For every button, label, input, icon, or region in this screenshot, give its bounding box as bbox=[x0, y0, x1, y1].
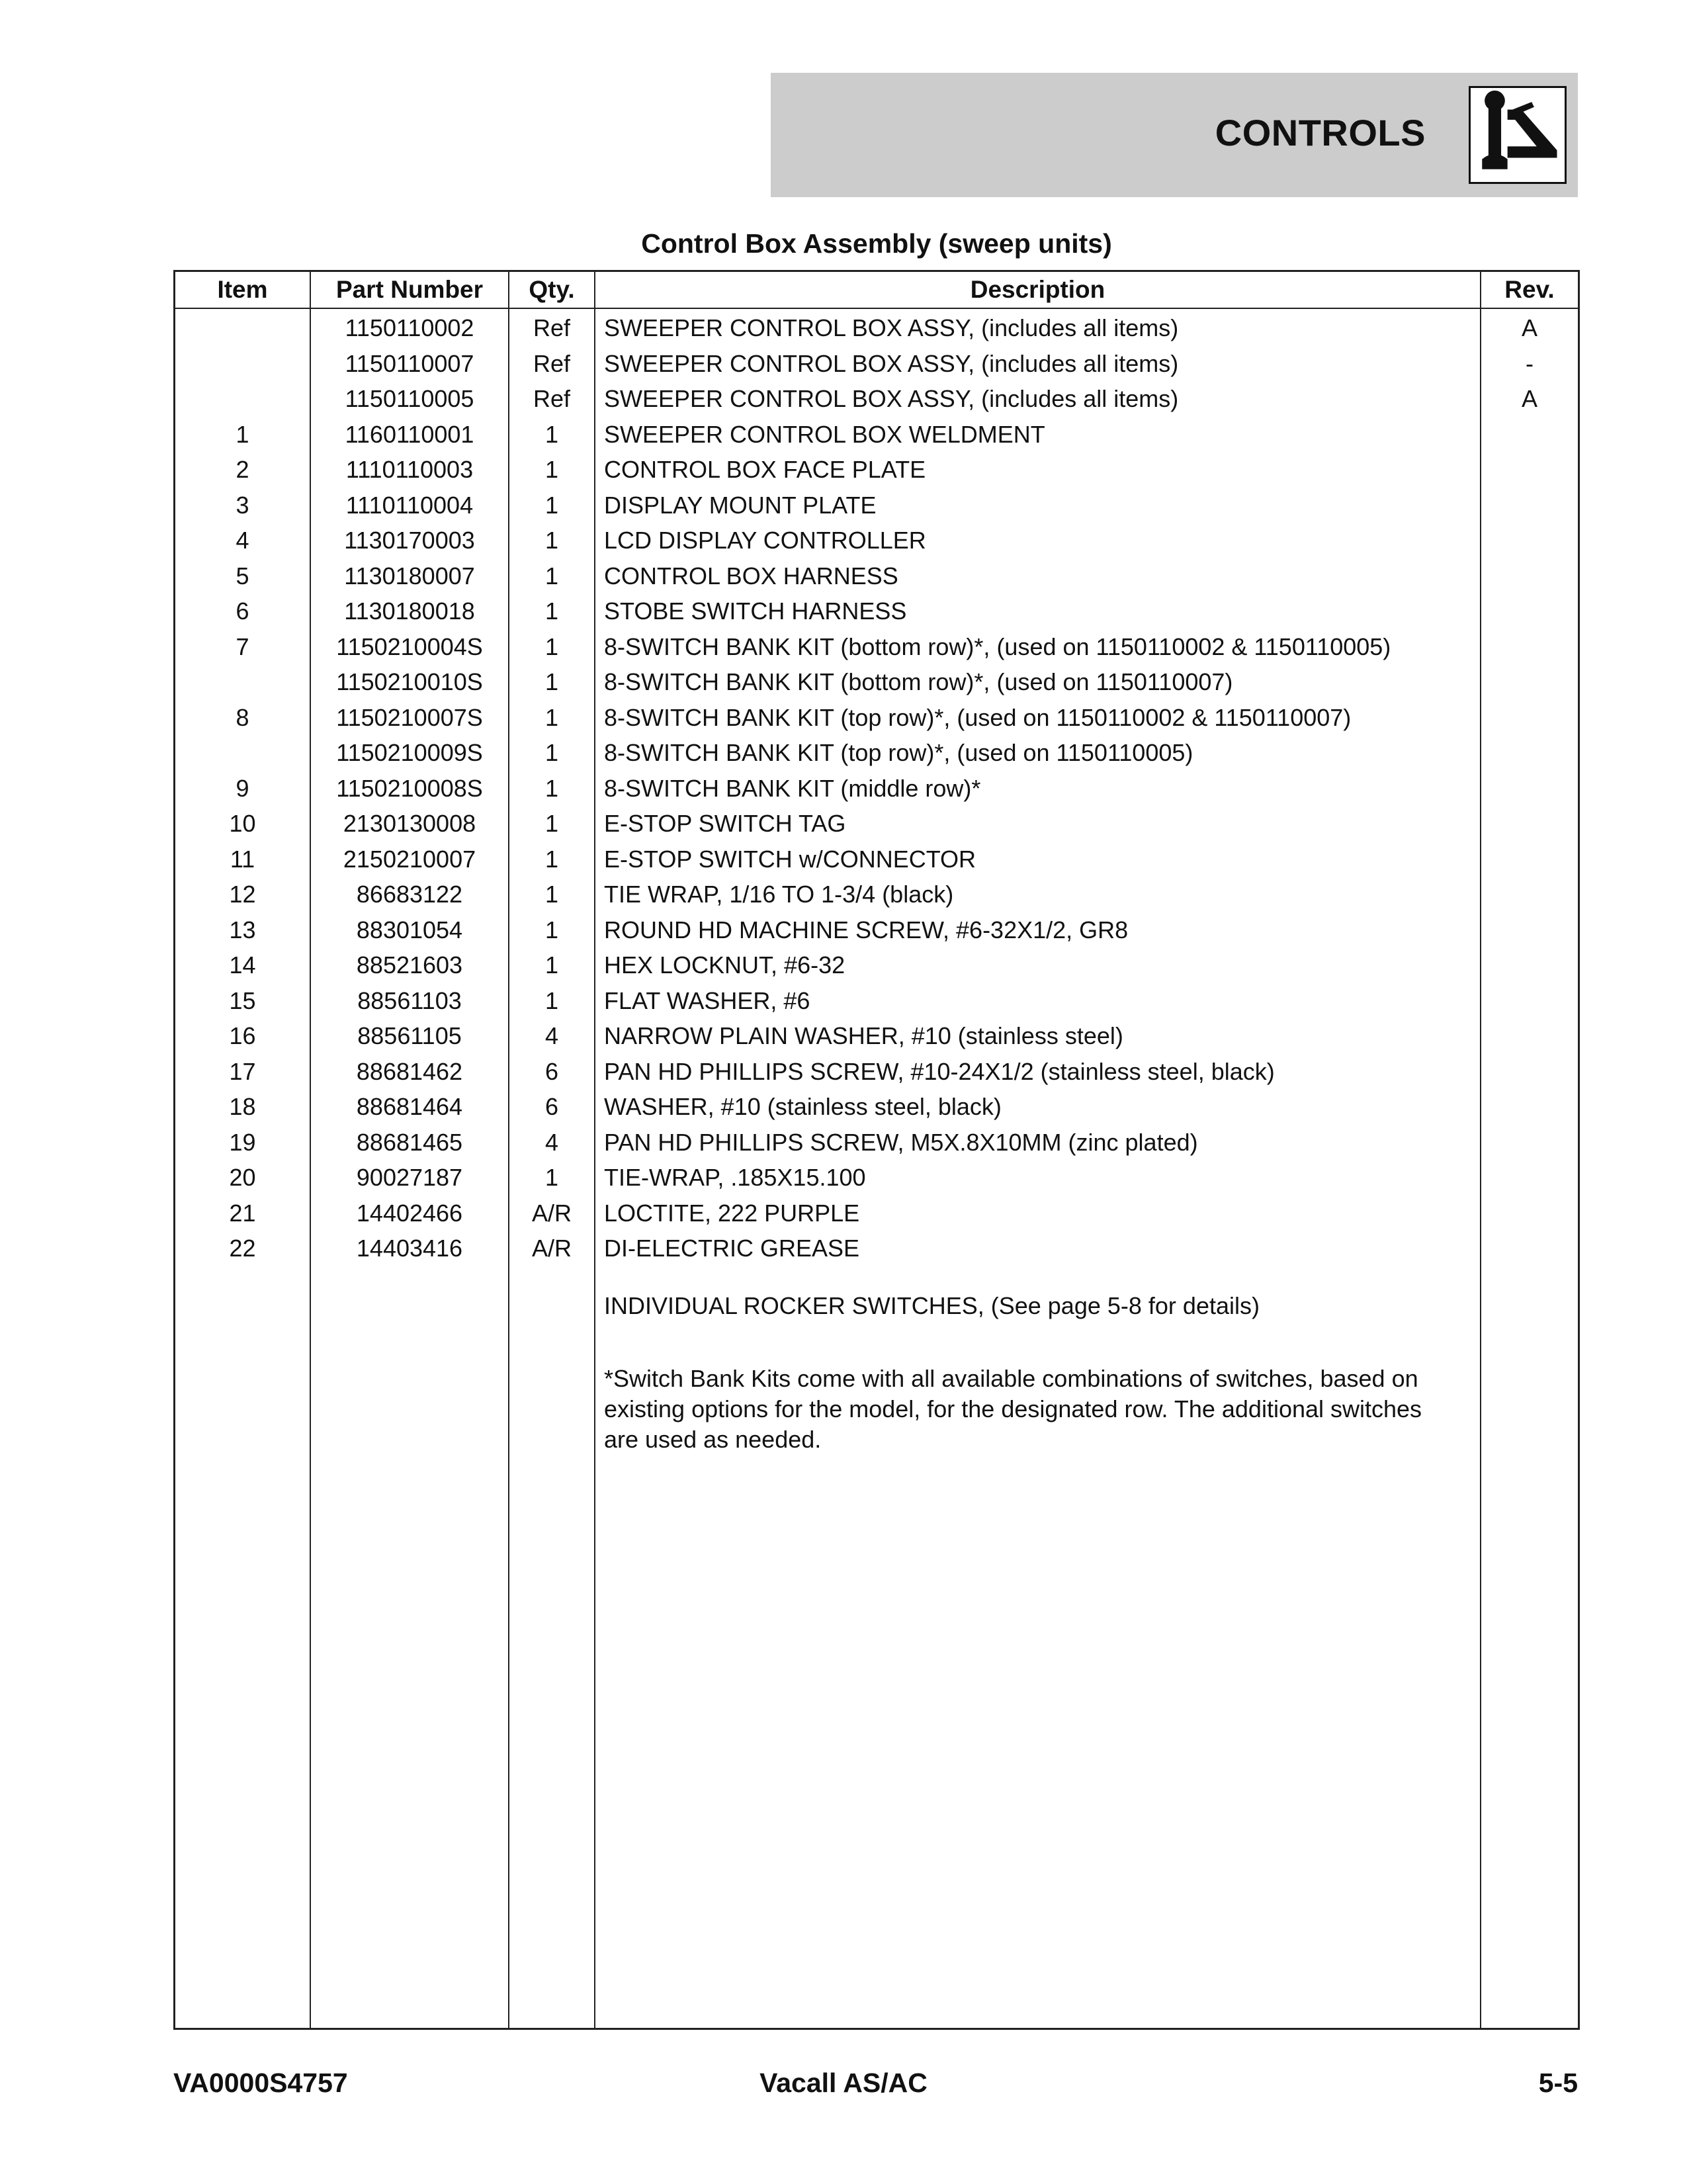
item-cell: 17 bbox=[229, 1057, 256, 1085]
description-cell: 8-SWITCH BANK KIT (top row)*, (used on 1150110002 & 1150110007) bbox=[604, 703, 1352, 731]
qty-cell: 1 bbox=[544, 420, 559, 448]
rev-cell bbox=[1481, 735, 1578, 771]
qty-cell: 1 bbox=[544, 703, 559, 731]
part-number-cell: 1130170003 bbox=[344, 527, 475, 554]
description-cell: PAN HD PHILLIPS SCREW, M5X.8X10MM (zinc plated) bbox=[604, 1128, 1198, 1156]
description-cell: CONTROL BOX HARNESS bbox=[604, 562, 898, 590]
rocker-switches-note: INDIVIDUAL ROCKER SWITCHES, (See page 5-8 for details) bbox=[604, 1292, 1260, 1319]
description-cell: STOBE SWITCH HARNESS bbox=[604, 597, 907, 625]
part-number-cell: 88561105 bbox=[357, 1022, 462, 1049]
joystick-control-icon bbox=[1469, 86, 1567, 184]
rev-cell bbox=[1481, 1018, 1578, 1054]
table-row bbox=[175, 842, 1578, 877]
column-header-description: Description bbox=[970, 276, 1105, 303]
description-cell: E-STOP SWITCH w/CONNECTOR bbox=[604, 845, 976, 873]
qty-cell: 6 bbox=[544, 1057, 559, 1085]
table-row bbox=[175, 1160, 1578, 1196]
rev-cell bbox=[1481, 1054, 1578, 1090]
qty-cell: 1 bbox=[544, 916, 559, 943]
item-cell: 7 bbox=[236, 633, 249, 660]
table-row bbox=[175, 664, 1578, 700]
note-line: are used as needed. bbox=[604, 1426, 822, 1453]
column-header-qty: Qty. bbox=[529, 276, 575, 303]
qty-cell: A/R bbox=[531, 1199, 572, 1227]
rev-cell bbox=[1481, 417, 1578, 453]
rev-cell bbox=[1481, 523, 1578, 558]
part-number-cell: 1150210004S bbox=[336, 633, 483, 660]
description-cell: TIE-WRAP, .185X15.100 bbox=[604, 1164, 866, 1191]
qty-cell: 1 bbox=[544, 633, 559, 660]
table-row bbox=[175, 346, 1578, 382]
description-cell: DISPLAY MOUNT PLATE bbox=[604, 491, 877, 519]
part-number-cell: 88681464 bbox=[356, 1093, 463, 1120]
item-cell: 11 bbox=[230, 845, 255, 873]
item-cell: 18 bbox=[229, 1093, 256, 1120]
table-row bbox=[175, 452, 1578, 488]
description-cell: HEX LOCKNUT, #6-32 bbox=[604, 951, 845, 979]
footer-doc-number: VA0000S4757 bbox=[173, 2068, 348, 2098]
item-cell bbox=[175, 346, 310, 382]
table-row bbox=[175, 558, 1578, 594]
description-cell: 8-SWITCH BANK KIT (top row)*, (used on 1150110005) bbox=[604, 739, 1193, 766]
parts-table bbox=[173, 270, 1580, 2030]
part-number-cell: 1150210008S bbox=[336, 774, 483, 802]
description-cell: TIE WRAP, 1/16 TO 1-3/4 (black) bbox=[604, 881, 954, 908]
item-cell bbox=[175, 664, 310, 700]
description-cell: 8-SWITCH BANK KIT (middle row)* bbox=[604, 774, 981, 802]
qty-cell: 1 bbox=[544, 527, 559, 554]
footer-page-number: 5-5 bbox=[1538, 2068, 1578, 2098]
table-row bbox=[175, 947, 1578, 983]
table-row bbox=[175, 523, 1578, 558]
part-number-cell: 1150110002 bbox=[345, 314, 474, 341]
part-number-cell: 1150110007 bbox=[345, 349, 474, 377]
rev-cell bbox=[1481, 912, 1578, 948]
rev-cell bbox=[1481, 452, 1578, 488]
description-cell: ROUND HD MACHINE SCREW, #6-32X1/2, GR8 bbox=[604, 916, 1129, 943]
part-number-cell: 86683122 bbox=[356, 881, 463, 908]
part-number-cell: 1110110003 bbox=[345, 456, 474, 483]
column-header-rev: Rev. bbox=[1504, 276, 1555, 303]
qty-cell: 1 bbox=[544, 491, 559, 519]
table-row bbox=[175, 381, 1578, 417]
item-cell bbox=[175, 381, 310, 417]
item-cell: 8 bbox=[236, 703, 249, 731]
table-row bbox=[175, 593, 1578, 629]
section-header-banner bbox=[771, 73, 1578, 197]
description-cell: 8-SWITCH BANK KIT (bottom row)*, (used on 1150110002 & 1150110005) bbox=[604, 633, 1391, 660]
part-number-cell: 90027187 bbox=[356, 1164, 463, 1191]
qty-cell: Ref bbox=[533, 385, 571, 412]
item-cell: 13 bbox=[229, 916, 256, 943]
qty-cell: 1 bbox=[544, 1164, 559, 1191]
table-row bbox=[175, 806, 1578, 842]
description-cell: NARROW PLAIN WASHER, #10 (stainless steel) bbox=[604, 1022, 1123, 1049]
column-header-item: Item bbox=[217, 276, 268, 303]
qty-cell: 1 bbox=[544, 986, 559, 1014]
description-cell: FLAT WASHER, #6 bbox=[604, 986, 810, 1014]
table-row bbox=[175, 1125, 1578, 1160]
table-row bbox=[175, 700, 1578, 736]
rev-cell: A bbox=[1521, 314, 1537, 341]
note-line: *Switch Bank Kits come with all available combinations of switches, based on bbox=[604, 1365, 1418, 1392]
footer-product: Vacall AS/AC bbox=[759, 2068, 928, 2098]
column-header-part-number: Part Number bbox=[335, 276, 484, 303]
part-number-cell: 1150110005 bbox=[345, 385, 474, 412]
qty-cell: 4 bbox=[544, 1022, 559, 1049]
rev-cell bbox=[1481, 877, 1578, 912]
description-cell: LOCTITE, 222 PURPLE bbox=[604, 1199, 860, 1227]
item-cell: 19 bbox=[229, 1128, 256, 1156]
part-number-cell: 1130180007 bbox=[344, 562, 475, 590]
description-cell: SWEEPER CONTROL BOX ASSY, (includes all items) bbox=[604, 385, 1179, 412]
part-number-cell: 14403416 bbox=[356, 1235, 463, 1262]
rev-cell bbox=[1481, 700, 1578, 736]
rev-cell: - bbox=[1526, 349, 1534, 377]
item-cell: 15 bbox=[229, 986, 256, 1014]
item-cell: 1 bbox=[236, 420, 249, 448]
rev-cell: A bbox=[1521, 385, 1537, 412]
table-row bbox=[175, 1018, 1578, 1054]
item-cell: 22 bbox=[229, 1235, 256, 1262]
rev-cell bbox=[1481, 1160, 1578, 1196]
rev-cell bbox=[1481, 806, 1578, 842]
qty-cell: 6 bbox=[544, 1093, 559, 1120]
item-cell bbox=[175, 735, 310, 771]
rev-cell bbox=[1481, 983, 1578, 1019]
table-row bbox=[175, 488, 1578, 523]
item-cell: 20 bbox=[229, 1164, 256, 1191]
qty-cell: 1 bbox=[544, 774, 559, 802]
description-cell: PAN HD PHILLIPS SCREW, #10-24X1/2 (stainless steel, black) bbox=[604, 1057, 1275, 1085]
qty-cell: A/R bbox=[531, 1235, 572, 1262]
rev-cell bbox=[1481, 1089, 1578, 1125]
note-line: existing options for the model, for the designated row. The additional switches bbox=[604, 1395, 1422, 1422]
qty-cell: 1 bbox=[544, 810, 559, 837]
table-row bbox=[175, 1089, 1578, 1125]
item-cell: 16 bbox=[229, 1022, 256, 1049]
qty-cell: 1 bbox=[544, 951, 559, 979]
rev-cell bbox=[1481, 771, 1578, 807]
rev-cell bbox=[1481, 593, 1578, 629]
qty-cell: 1 bbox=[544, 739, 559, 766]
qty-cell: Ref bbox=[533, 349, 571, 377]
section-title: CONTROLS bbox=[1215, 112, 1426, 153]
rev-cell bbox=[1481, 1196, 1578, 1231]
qty-cell: Ref bbox=[533, 314, 571, 341]
description-cell: 8-SWITCH BANK KIT (bottom row)*, (used on 1150110007) bbox=[604, 668, 1233, 695]
item-cell: 12 bbox=[229, 881, 256, 908]
item-cell: 21 bbox=[229, 1199, 256, 1227]
rev-cell bbox=[1481, 947, 1578, 983]
description-cell: WASHER, #10 (stainless steel, black) bbox=[604, 1093, 1002, 1120]
part-number-cell: 2150210007 bbox=[343, 845, 476, 873]
table-row bbox=[175, 771, 1578, 807]
item-cell: 9 bbox=[236, 774, 249, 802]
part-number-cell: 1160110001 bbox=[345, 420, 474, 448]
rev-cell bbox=[1481, 664, 1578, 700]
part-number-cell: 1150210010S bbox=[336, 668, 483, 695]
part-number-cell: 1110110004 bbox=[345, 491, 474, 519]
part-number-cell: 2130130008 bbox=[343, 810, 476, 837]
description-cell: SWEEPER CONTROL BOX WELDMENT bbox=[604, 420, 1045, 448]
qty-cell: 1 bbox=[544, 456, 559, 483]
part-number-cell: 1150210009S bbox=[336, 739, 483, 766]
rev-cell bbox=[1481, 558, 1578, 594]
part-number-cell: 88681462 bbox=[356, 1057, 463, 1085]
description-cell: DI-ELECTRIC GREASE bbox=[604, 1235, 860, 1262]
qty-cell: 4 bbox=[544, 1128, 559, 1156]
table-row bbox=[175, 912, 1578, 948]
rev-cell bbox=[1481, 629, 1578, 665]
part-number-cell: 1150210007S bbox=[336, 703, 483, 731]
item-cell: 6 bbox=[236, 597, 249, 625]
rev-cell bbox=[1481, 1231, 1578, 1266]
qty-cell: 1 bbox=[544, 562, 559, 590]
description-cell: SWEEPER CONTROL BOX ASSY, (includes all items) bbox=[604, 349, 1179, 377]
part-number-cell: 88301054 bbox=[356, 916, 463, 943]
table-row bbox=[175, 1231, 1578, 1266]
table-row bbox=[175, 983, 1578, 1019]
item-cell: 4 bbox=[236, 527, 249, 554]
description-cell: E-STOP SWITCH TAG bbox=[604, 810, 846, 837]
description-cell: LCD DISPLAY CONTROLLER bbox=[604, 527, 926, 554]
table-row bbox=[175, 417, 1578, 453]
table-row bbox=[175, 877, 1578, 912]
item-cell: 10 bbox=[229, 810, 256, 837]
qty-cell: 1 bbox=[544, 597, 559, 625]
item-cell: 14 bbox=[229, 951, 256, 979]
description-cell: CONTROL BOX FACE PLATE bbox=[604, 456, 926, 483]
item-cell bbox=[175, 310, 310, 346]
table-title: Control Box Assembly (sweep units) bbox=[641, 228, 1112, 259]
qty-cell: 1 bbox=[544, 845, 559, 873]
table-row bbox=[175, 735, 1578, 771]
part-number-cell: 88681465 bbox=[356, 1128, 463, 1156]
rev-cell bbox=[1481, 1125, 1578, 1160]
item-cell: 5 bbox=[236, 562, 249, 590]
table-header-row bbox=[175, 272, 1578, 309]
part-number-cell: 88561103 bbox=[357, 986, 462, 1014]
part-number-cell: 1130180018 bbox=[344, 597, 475, 625]
table-row bbox=[175, 310, 1578, 346]
table-row bbox=[175, 1196, 1578, 1231]
part-number-cell: 14402466 bbox=[356, 1199, 463, 1227]
qty-cell: 1 bbox=[544, 668, 559, 695]
switch-bank-kits-note bbox=[604, 1364, 1477, 1455]
rev-cell bbox=[1481, 842, 1578, 877]
item-cell: 2 bbox=[236, 456, 249, 483]
qty-cell: 1 bbox=[544, 881, 559, 908]
part-number-cell: 88521603 bbox=[356, 951, 463, 979]
rev-cell bbox=[1481, 488, 1578, 523]
description-cell: SWEEPER CONTROL BOX ASSY, (includes all items) bbox=[604, 314, 1179, 341]
table-row bbox=[175, 1054, 1578, 1090]
table-row bbox=[175, 629, 1578, 665]
item-cell: 3 bbox=[236, 491, 249, 519]
